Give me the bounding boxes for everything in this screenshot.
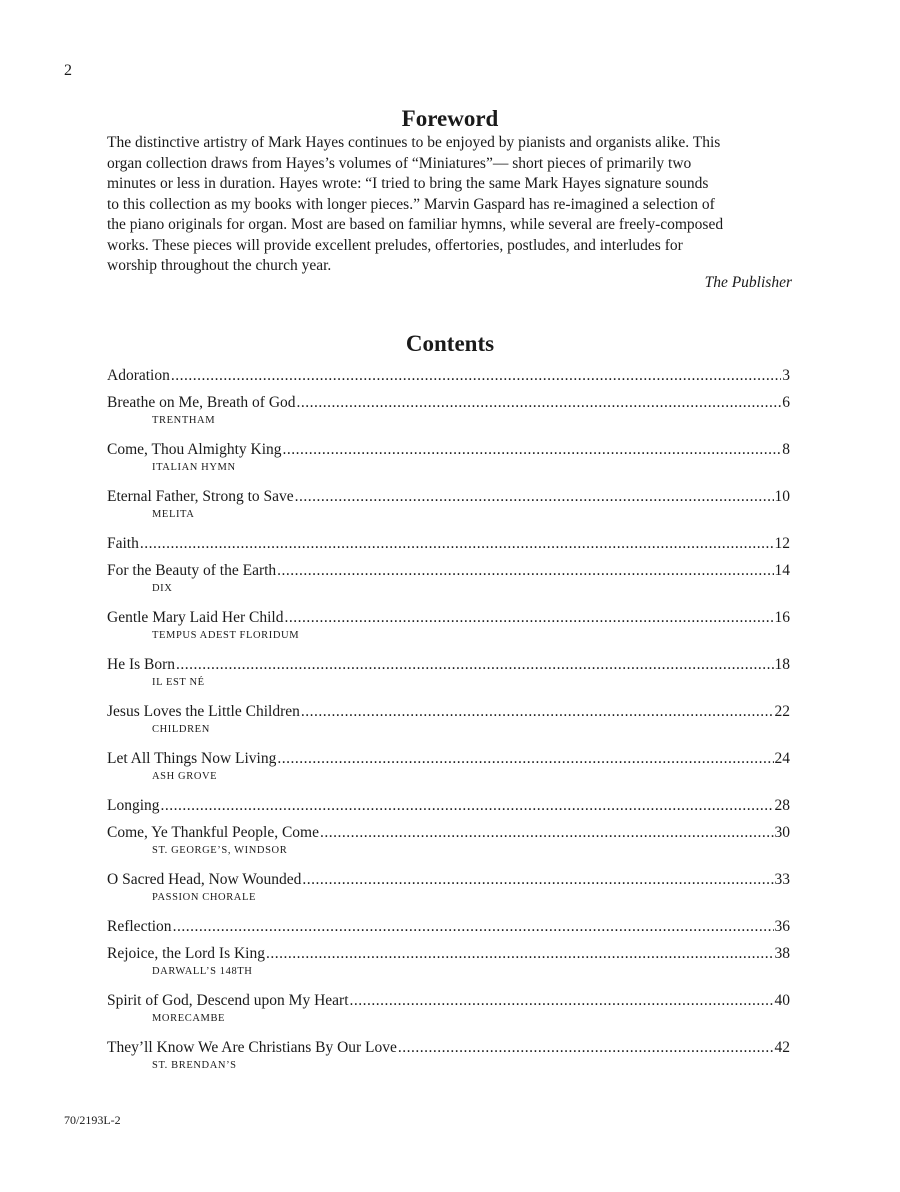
toc-entry-title: Come, Thou Almighty King [107,441,282,458]
toc-row [107,943,790,964]
dot-leader [266,943,774,964]
toc-entry-title: Gentle Mary Laid Her Child [107,609,284,626]
table-of-contents [107,365,790,1084]
toc-entry-tune-name: ASH GROVE [152,771,218,782]
toc-entry[interactable] [107,607,790,648]
toc-entry-title: Eternal Father, Strong to Save [107,488,294,505]
toc-entry-title: Longing [107,797,160,814]
toc-entry[interactable] [107,990,790,1031]
foreword-line: worship throughout the church year. [107,257,332,274]
toc-entry-tune-name: MORECAMBE [152,1013,226,1024]
toc-entry-tune-name: DIX [152,583,173,594]
toc-entry-page: 18 [774,656,790,673]
catalog-code: 70/2193L-2 [64,1113,121,1127]
toc-entry-page: 6 [782,394,790,411]
toc-entry-title: Let All Things Now Living [107,750,277,767]
toc-entry-page: 28 [774,797,790,814]
toc-row [107,1037,790,1058]
dot-leader [302,869,773,890]
toc-entry-title: For the Beauty of the Earth [107,562,277,579]
toc-row [107,365,790,386]
toc-entry-page: 10 [774,488,790,505]
toc-row [107,533,790,554]
toc-row [107,701,790,722]
toc-entry[interactable] [107,943,790,984]
toc-entry[interactable] [107,701,790,742]
toc-entry-page: 16 [774,609,790,626]
toc-entry[interactable] [107,560,790,601]
toc-entry-title: Spirit of God, Descend upon My Heart [107,992,349,1009]
toc-entry-page: 30 [774,824,790,841]
dot-leader [398,1037,774,1058]
foreword-line: organ collection draws from Hayes’s volumes of “Miniatures”— short pieces of primarily two [107,154,692,172]
toc-entry-page: 38 [774,945,790,962]
toc-row [107,439,790,460]
dot-leader [295,486,774,507]
toc-entry-tune-name: ST. GEORGE’S, WINDSOR [152,845,288,856]
toc-entry[interactable] [107,533,790,554]
toc-row [107,607,790,628]
foreword-line: minutes or less in duration. Hayes wrote: “I tried to bring the same Mark Hayes signature sounds [107,175,709,192]
toc-entry[interactable] [107,365,790,386]
toc-entry-title: Reflection [107,918,172,935]
dot-leader [173,916,774,937]
toc-entry[interactable] [107,486,790,527]
toc-entry[interactable] [107,654,790,695]
toc-entry-page: 33 [774,871,790,888]
toc-entry-tune-name: IL EST NÉ [152,677,205,688]
toc-entry-page: 40 [774,992,790,1009]
toc-entry-title: He Is Born [107,656,176,673]
toc-entry-tune-name: MELITA [152,509,195,520]
toc-entry[interactable] [107,439,790,480]
dot-leader [277,748,773,769]
dot-leader [277,560,773,581]
toc-entry[interactable] [107,869,790,910]
dot-leader [171,365,781,386]
foreword-line: the piano originals for organ. Most are based on familiar hymns, while several are freely-composed [107,216,724,233]
toc-entry-title: Faith [107,535,139,552]
toc-entry-page: 3 [782,367,790,384]
toc-entry-tune-name: DARWALL’S 148TH [152,966,253,977]
toc-entry-tune-name: CHILDREN [152,724,210,735]
toc-entry[interactable] [107,822,790,863]
toc-entry-page: 12 [774,535,790,552]
dot-leader [176,654,773,675]
toc-entry-tune-name: TRENTHAM [152,415,216,426]
toc-row [107,486,790,507]
toc-entry-title: O Sacred Head, Now Wounded [107,871,302,888]
foreword-body [107,133,797,277]
toc-entry[interactable] [107,795,790,816]
toc-entry[interactable] [107,916,790,937]
dot-leader [301,701,774,722]
toc-entry-tune-name: PASSION CHORALE [152,892,257,903]
dot-leader [297,392,782,413]
toc-row [107,916,790,937]
toc-entry-page: 8 [782,441,790,458]
toc-entry-title: Adoration [107,367,170,384]
toc-entry-tune-name: TEMPUS ADEST FLORIDUM [152,630,300,641]
foreword-title: Foreword [401,106,499,131]
toc-row [107,560,790,581]
toc-row [107,654,790,675]
foreword-line: works. These pieces will provide excellent preludes, offertories, postludes, and interludes for [107,236,683,254]
toc-entry-title: Rejoice, the Lord Is King [107,945,265,962]
toc-entry-tune-name: ST. BRENDAN’S [152,1060,237,1071]
dot-leader [161,795,774,816]
toc-entry-title: Jesus Loves the Little Children [107,703,300,720]
toc-entry-page: 22 [774,703,790,720]
toc-entry-page: 36 [774,918,790,935]
toc-entry-title: Breathe on Me, Breath of God [107,394,296,411]
dot-leader [283,439,782,460]
dot-leader [140,533,774,554]
toc-entry-page: 14 [774,562,790,579]
toc-entry[interactable] [107,1037,790,1078]
toc-entry[interactable] [107,748,790,789]
dot-leader [350,990,774,1011]
toc-entry-title: They’ll Know We Are Christians By Our Love [107,1039,397,1056]
toc-row [107,795,790,816]
toc-row [107,869,790,890]
foreword-line: The distinctive artistry of Mark Hayes continues to be enjoyed by pianists and organists alike. This [107,134,721,151]
toc-row [107,392,790,413]
contents-title: Contents [405,331,495,356]
toc-entry-title: Come, Ye Thankful People, Come [107,824,319,841]
toc-row [107,990,790,1011]
toc-row [107,748,790,769]
toc-row [107,822,790,843]
page-number: 2 [64,62,72,79]
toc-entry-tune-name: ITALIAN HYMN [152,462,236,473]
foreword-signature: The Publisher [704,274,792,291]
foreword-line: to this collection as my books with longer pieces.” Marvin Gaspard has re-imagined a selection of [107,195,715,213]
dot-leader [284,607,773,628]
toc-entry[interactable] [107,392,790,433]
toc-entry-page: 24 [774,750,790,767]
dot-leader [320,822,774,843]
toc-entry-page: 42 [774,1039,790,1056]
